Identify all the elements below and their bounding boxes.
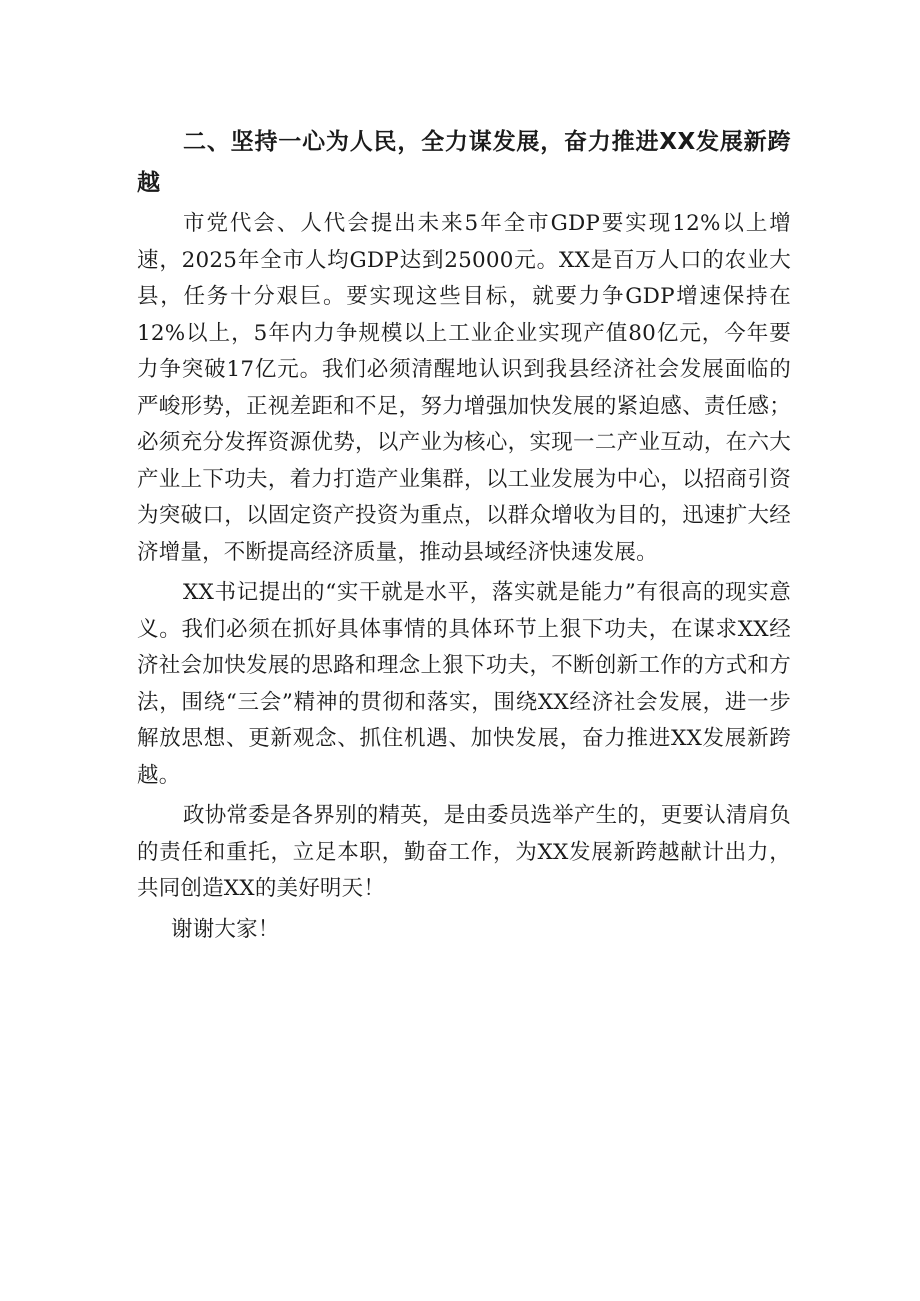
paragraph-cppcc-members: 政协常委是各界别的精英，是由委员选举产生的，更要认清肩负的责任和重托，立足本职，勤奋工作，为XX发展新跨越献计出力，共同创造XX的美好明天！ [137, 803, 791, 901]
paragraph-implementation: XX书记提出的“实干就是水平，落实就是能力”有很高的现实意义。我们必须在抓好具体事情的具体环节上狠下功夫，在谋求XX经济社会加快发展的思路和理念上狠下功夫，不断创新工作的方式和方法，围绕“三会”精神的贯彻和落实，围绕XX经济社会发展，进一步解放思想、更新观念、抓住机遇、加快发展，奋力推进XX发展新跨越。 [137, 580, 791, 788]
closing-remark: 谢谢大家！ [171, 916, 280, 942]
section-heading: 二、坚持一心为人民，全力谋发展，奋力推进XX发展新跨越 [137, 129, 791, 196]
document-body [137, 122, 791, 948]
paragraph-development-goals: 市党代会、人代会提出未来5年全市GDP要实现12%以上增速，2025年全市人均GDP达到25000元。XX是百万人口的农业大县，任务十分艰巨。要实现这些目标，就要力争GDP增速保持在12%以上，5年内力争规模以上工业企业实现产值80亿元，今年要力争突破17亿元。我们必须清醒地认识到我县经济社会发展面临的严峻形势，正视差距和不足，努力增强加快发展的紧迫感、责任感；必须充分发挥资源优势，以产业为核心，实现一二产业互动，在六大产业上下功夫，着力打造产业集群，以工业发展为中心，以招商引资为突破口，以固定资产投资为重点，以群众增收为目的，迅速扩大经济增量，不断提高经济质量，推动县域经济快速发展。 [137, 211, 791, 565]
